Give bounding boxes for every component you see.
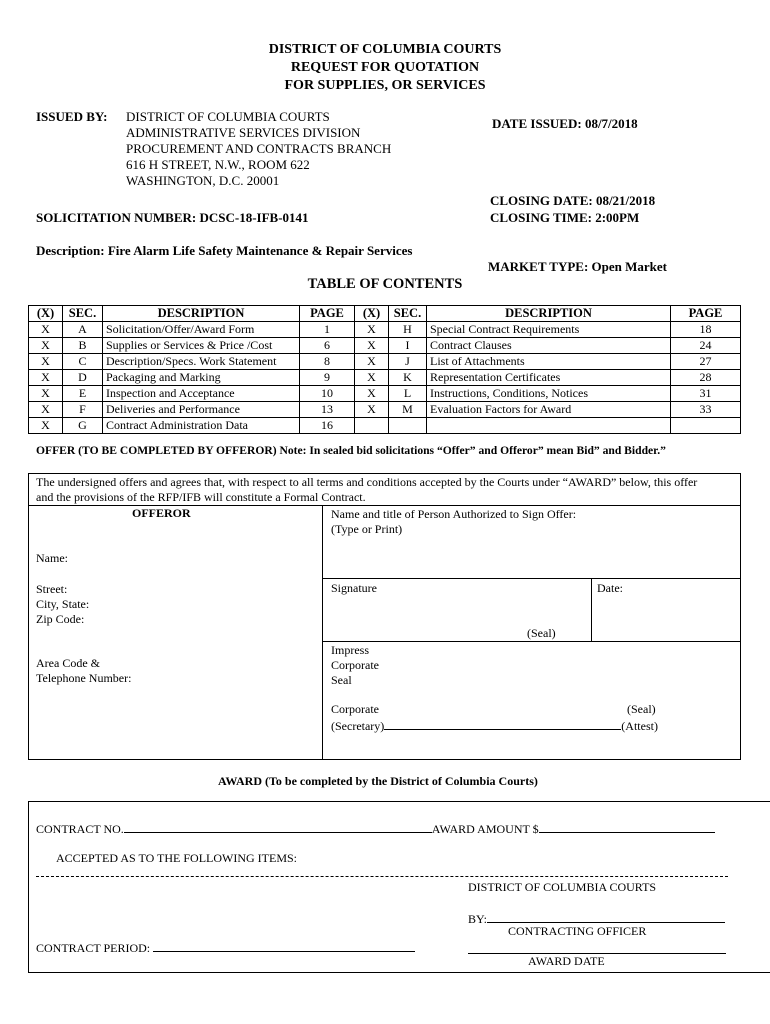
doc-title-line2: REQUEST FOR QUOTATION	[290, 60, 480, 75]
impress-line2: Corporate	[331, 658, 379, 672]
toc-x-cell: X	[29, 322, 63, 338]
toc-page-cell: 24	[671, 338, 741, 354]
issued-by-address	[126, 109, 391, 189]
toc-x-cell: X	[29, 370, 63, 386]
award-title: AWARD (To be completed by the District of Columbia Courts)	[218, 774, 538, 788]
toc-page-cell: 10	[300, 386, 355, 402]
issued-by-line: ADMINISTRATIVE SERVICES DIVISION	[126, 125, 361, 140]
toc-page-cell: 27	[671, 354, 741, 370]
contract-period-row	[36, 939, 415, 956]
issued-by-line: DISTRICT OF COLUMBIA COURTS	[126, 109, 330, 124]
toc-description-cell: Inspection and Acceptance	[103, 386, 300, 402]
award-amount-line[interactable]	[539, 820, 715, 833]
signature-top-line	[322, 578, 741, 579]
toc-x-cell: X	[355, 354, 389, 370]
toc-header-description: DESCRIPTION	[427, 306, 671, 322]
toc-row	[29, 354, 741, 370]
toc-page-cell: 16	[300, 418, 355, 434]
toc-sec-cell: F	[63, 402, 103, 418]
contract-no-line[interactable]	[124, 820, 432, 833]
seal-label: (Seal)	[527, 626, 556, 640]
impress-line1: Impress	[331, 643, 369, 657]
signature-label: Signature	[331, 581, 377, 595]
impress-line3: Seal	[331, 673, 352, 687]
offer-intro	[36, 475, 697, 505]
toc-sec-cell: K	[389, 370, 427, 386]
toc-sec-cell: H	[389, 322, 427, 338]
contract-period-label: CONTRACT PERIOD:	[36, 941, 151, 955]
toc-header-page: PAGE	[300, 306, 355, 322]
issued-by-line: PROCUREMENT AND CONTRACTS BRANCH	[126, 141, 392, 156]
date-issued: DATE ISSUED: 08/7/2018	[492, 116, 638, 131]
toc-description-cell: Special Contract Requirements	[427, 322, 671, 338]
toc-page-cell: 1	[300, 322, 355, 338]
attest-label: (Attest)	[621, 719, 658, 733]
toc-page-cell: 9	[300, 370, 355, 386]
toc-x-cell	[355, 418, 389, 434]
street-label: Street:	[36, 582, 68, 596]
toc-sec-cell: I	[389, 338, 427, 354]
zip-code-label: Zip Code:	[36, 612, 85, 626]
date-divider	[591, 578, 592, 642]
toc-row	[29, 338, 741, 354]
toc-header-row	[29, 306, 741, 322]
toc-page-cell: 31	[671, 386, 741, 402]
toc-page-cell: 28	[671, 370, 741, 386]
closing-time: CLOSING TIME: 2:00PM	[490, 210, 640, 225]
award-date-label: AWARD DATE	[528, 954, 605, 968]
offer-note: OFFER (TO BE COMPLETED BY OFFEROR) Note: In sealed bid solicitations “Offer” and Offeror” mean Bid” and Bidder.”	[36, 444, 666, 457]
toc-row	[29, 322, 741, 338]
toc-sec-cell: G	[63, 418, 103, 434]
toc-header-description: DESCRIPTION	[103, 306, 300, 322]
toc-page-cell	[671, 418, 741, 434]
impress-seal	[331, 643, 379, 688]
toc-sec-cell: E	[63, 386, 103, 402]
toc-x-cell: X	[355, 370, 389, 386]
toc-description-cell: List of Attachments	[427, 354, 671, 370]
offer-intro-line1: The undersigned offers and agrees that, with respect to all terms and conditions accepted by the Courts under “AWARD” below, this offer	[36, 475, 698, 489]
market-type: MARKET TYPE: Open Market	[488, 259, 667, 274]
toc-sec-cell: C	[63, 354, 103, 370]
authorized-person	[331, 507, 576, 537]
toc-x-cell: X	[29, 386, 63, 402]
toc-x-cell: X	[355, 386, 389, 402]
phone-labels	[36, 656, 131, 686]
toc-sec-cell: M	[389, 402, 427, 418]
telephone-label: Telephone Number:	[36, 671, 132, 685]
toc-header-x: (X)	[29, 306, 63, 322]
toc-x-cell: X	[355, 402, 389, 418]
toc-row	[29, 402, 741, 418]
name-label: Name:	[36, 551, 68, 565]
toc-x-cell: X	[29, 402, 63, 418]
toc-row	[29, 370, 741, 386]
offeror-title: OFFEROR	[132, 506, 191, 520]
toc-page-cell: 13	[300, 402, 355, 418]
toc-row	[29, 386, 741, 402]
address-labels	[36, 582, 89, 627]
accepted-label: ACCEPTED AS TO THE FOLLOWING ITEMS:	[56, 851, 298, 865]
dc-courts-label: DISTRICT OF COLUMBIA COURTS	[468, 880, 657, 894]
city-state-label: City, State:	[36, 597, 90, 611]
toc-x-cell: X	[355, 322, 389, 338]
toc-header-sec: SEC.	[389, 306, 427, 322]
secretary-line[interactable]	[384, 717, 621, 730]
toc-table	[28, 305, 741, 434]
toc-sec-cell: L	[389, 386, 427, 402]
contract-no-label: CONTRACT NO.	[36, 822, 124, 836]
toc-sec-cell: A	[63, 322, 103, 338]
signature-bottom-line	[322, 641, 741, 642]
corporate-label: Corporate	[331, 702, 379, 716]
by-signature-line[interactable]	[487, 910, 725, 923]
toc-x-cell: X	[29, 338, 63, 354]
issued-by-label: ISSUED BY:	[36, 109, 108, 124]
award-amount-label: AWARD AMOUNT $	[431, 822, 539, 836]
description: Description: Fire Alarm Life Safety Maintenance & Repair Services	[36, 243, 413, 258]
issued-by-line: 616 H STREET, N.W., ROOM 622	[126, 157, 310, 172]
area-code-label: Area Code &	[36, 656, 100, 670]
solicitation-number: SOLICITATION NUMBER: DCSC-18-IFB-0141	[36, 210, 309, 225]
toc-page-cell: 6	[300, 338, 355, 354]
toc-description-cell: Packaging and Marking	[103, 370, 300, 386]
toc-description-cell: Evaluation Factors for Award	[427, 402, 671, 418]
offer-intro-line2: and the provisions of the RFP/IFB will constitute a Formal Contract.	[36, 490, 366, 504]
toc-row	[29, 418, 741, 434]
toc-sec-cell: J	[389, 354, 427, 370]
issued-by-line: WASHINGTON, D.C. 20001	[126, 173, 280, 188]
doc-title-line1: DISTRICT OF COLUMBIA COURTS	[268, 42, 502, 57]
toc-description-cell: Contract Clauses	[427, 338, 671, 354]
doc-title-line3: FOR SUPPLIES, OR SERVICES	[284, 78, 486, 93]
toc-title: TABLE OF CONTENTS	[307, 276, 463, 292]
offer-column-divider	[322, 505, 323, 760]
toc-header-x: (X)	[355, 306, 389, 322]
toc-description-cell: Contract Administration Data	[103, 418, 300, 434]
toc-sec-cell: B	[63, 338, 103, 354]
toc-x-cell: X	[29, 418, 63, 434]
corporate-seal-label: (Seal)	[627, 702, 656, 716]
closing-date: CLOSING DATE: 08/21/2018	[490, 193, 656, 208]
contract-period-line[interactable]	[153, 939, 415, 952]
toc-description-cell: Representation Certificates	[427, 370, 671, 386]
authorized-line2: (Type or Print)	[331, 522, 403, 536]
toc-page-cell: 18	[671, 322, 741, 338]
toc-page-cell: 33	[671, 402, 741, 418]
toc-page-cell: 8	[300, 354, 355, 370]
toc-header-page: PAGE	[671, 306, 741, 322]
toc-description-cell: Instructions, Conditions, Notices	[427, 386, 671, 402]
date-label: Date:	[597, 581, 623, 595]
toc-description-cell: Description/Specs. Work Statement	[103, 354, 300, 370]
toc-sec-cell: D	[63, 370, 103, 386]
toc-body	[29, 322, 741, 434]
accepted-items-line[interactable]	[36, 876, 728, 877]
by-label: BY:	[468, 912, 487, 926]
toc-x-cell: X	[29, 354, 63, 370]
toc-sec-cell	[389, 418, 427, 434]
contracting-officer-label: CONTRACTING OFFICER	[508, 924, 647, 938]
toc-description-cell: Supplies or Services & Price /Cost	[103, 338, 300, 354]
authorized-line1: Name and title of Person Authorized to Sign Offer:	[331, 507, 577, 521]
secretary-row	[331, 717, 658, 734]
secretary-label: (Secretary)	[331, 719, 385, 733]
toc-description-cell: Deliveries and Performance	[103, 402, 300, 418]
toc-x-cell: X	[355, 338, 389, 354]
contract-no-row	[36, 820, 715, 837]
toc-description-cell	[427, 418, 671, 434]
toc-header-sec: SEC.	[63, 306, 103, 322]
toc-description-cell: Solicitation/Offer/Award Form	[103, 322, 300, 338]
